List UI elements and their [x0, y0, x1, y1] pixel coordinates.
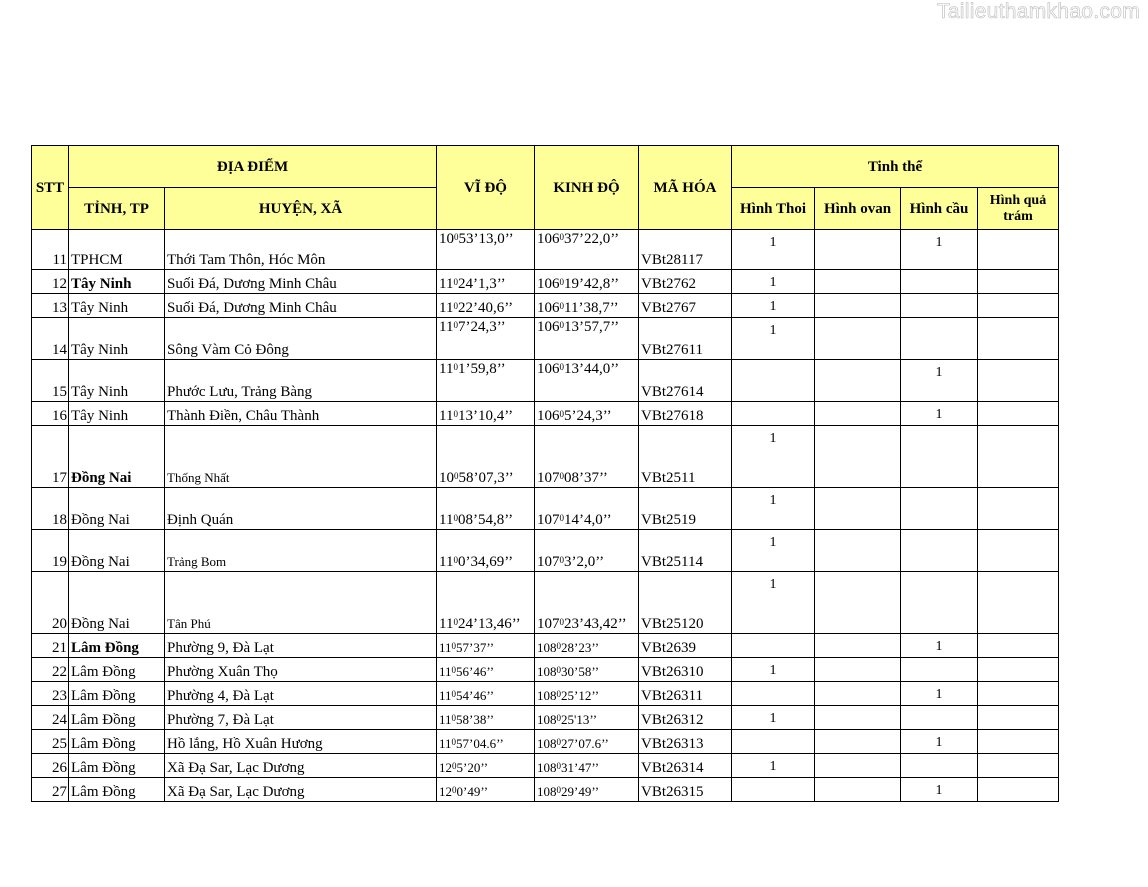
row-province: Đồng Nai	[69, 488, 165, 530]
row-hinh-cau: 1	[901, 778, 978, 802]
row-hinh-thoi: 1	[732, 530, 815, 572]
row-code: VBt28117	[639, 230, 732, 270]
row-hinh-cau	[901, 706, 978, 730]
row-district: Suối Đá, Dương Minh Châu	[165, 270, 437, 294]
header-hinh-ovan: Hình ovan	[815, 188, 901, 230]
row-stt: 19	[32, 530, 69, 572]
row-hinh-qua-tram	[978, 318, 1059, 360]
table-row	[32, 658, 1059, 682]
row-latitude: $12^00’49$’’	[437, 778, 535, 802]
row-hinh-ovan	[815, 730, 901, 754]
row-code: VBt27611	[639, 318, 732, 360]
row-latitude: $11^057’04.6$’’	[437, 730, 535, 754]
row-hinh-ovan	[815, 658, 901, 682]
row-hinh-thoi	[732, 634, 815, 658]
header-kinh-do: KINH ĐỘ	[535, 146, 639, 230]
row-code: VBt26313	[639, 730, 732, 754]
row-district: Thành Điền, Châu Thành	[165, 402, 437, 426]
watermark-text: Tailieuthamkhao.com	[937, 0, 1140, 23]
row-hinh-thoi: 1	[732, 270, 815, 294]
row-longitude: $106^037’22,0$’’	[535, 230, 639, 270]
table-row	[32, 754, 1059, 778]
row-latitude: $11^024’13,46$’’	[437, 572, 535, 634]
row-latitude: $10^053’13,0$’’	[437, 230, 535, 270]
row-code: VBt2767	[639, 294, 732, 318]
row-hinh-ovan	[815, 402, 901, 426]
row-province: Đồng Nai	[69, 572, 165, 634]
row-hinh-cau: 1	[901, 230, 978, 270]
row-hinh-ovan	[815, 706, 901, 730]
row-district: Sông Vàm Cỏ Đông	[165, 318, 437, 360]
header-vi-do: VĨ ĐỘ	[437, 146, 535, 230]
row-longitude: $106^013’44,0$’’	[535, 360, 639, 402]
row-hinh-ovan	[815, 488, 901, 530]
table-row	[32, 706, 1059, 730]
row-latitude: $11^008’54,8$’’	[437, 488, 535, 530]
table-row	[32, 230, 1059, 270]
row-hinh-thoi: 1	[732, 754, 815, 778]
row-hinh-qua-tram	[978, 658, 1059, 682]
row-hinh-cau	[901, 426, 978, 488]
row-province: Lâm Đồng	[69, 682, 165, 706]
row-hinh-thoi: 1	[732, 488, 815, 530]
row-province: Tây Ninh	[69, 294, 165, 318]
row-hinh-thoi	[732, 402, 815, 426]
table-row	[32, 778, 1059, 802]
row-province: Tây Ninh	[69, 402, 165, 426]
row-code: VBt26314	[639, 754, 732, 778]
row-province: TPHCM	[69, 230, 165, 270]
row-longitude: $106^05’24,3$’’	[535, 402, 639, 426]
row-code: VBt26310	[639, 658, 732, 682]
row-stt: 21	[32, 634, 69, 658]
row-latitude: $11^024’1,3$’’	[437, 270, 535, 294]
row-longitude: $108^029’49$’’	[535, 778, 639, 802]
row-hinh-ovan	[815, 572, 901, 634]
row-stt: 23	[32, 682, 69, 706]
row-hinh-qua-tram	[978, 360, 1059, 402]
row-hinh-qua-tram	[978, 730, 1059, 754]
row-stt: 13	[32, 294, 69, 318]
row-latitude: $11^054’46$’’	[437, 682, 535, 706]
row-hinh-cau: 1	[901, 360, 978, 402]
row-hinh-ovan	[815, 754, 901, 778]
row-hinh-ovan	[815, 230, 901, 270]
row-hinh-thoi: 1	[732, 706, 815, 730]
row-hinh-qua-tram	[978, 294, 1059, 318]
row-hinh-qua-tram	[978, 778, 1059, 802]
row-code: VBt25114	[639, 530, 732, 572]
header-stt: STT	[32, 146, 69, 230]
row-hinh-cau	[901, 754, 978, 778]
row-hinh-cau	[901, 318, 978, 360]
row-stt: 22	[32, 658, 69, 682]
table-row	[32, 318, 1059, 360]
row-province: Lâm Đồng	[69, 658, 165, 682]
row-district: Phường Xuân Thọ	[165, 658, 437, 682]
row-code: VBt27614	[639, 360, 732, 402]
row-hinh-cau: 1	[901, 402, 978, 426]
header-huyen-xa: HUYỆN, XÃ	[165, 188, 437, 230]
row-longitude: $107^023’43,42$’’	[535, 572, 639, 634]
row-province: Tây Ninh	[69, 270, 165, 294]
row-hinh-qua-tram	[978, 634, 1059, 658]
row-hinh-thoi	[732, 730, 815, 754]
row-code: VBt25120	[639, 572, 732, 634]
row-stt: 12	[32, 270, 69, 294]
header-dia-diem: ĐỊA ĐIỂM	[69, 146, 437, 188]
row-stt: 17	[32, 426, 69, 488]
row-longitude: $108^030’58$’’	[535, 658, 639, 682]
row-longitude: $106^011’38,7$’’	[535, 294, 639, 318]
row-hinh-qua-tram	[978, 230, 1059, 270]
row-longitude: $107^03’2,0$’’	[535, 530, 639, 572]
row-latitude: $11^07’24,3$’’	[437, 318, 535, 360]
row-hinh-ovan	[815, 426, 901, 488]
row-hinh-cau	[901, 658, 978, 682]
table-row	[32, 270, 1059, 294]
row-hinh-qua-tram	[978, 270, 1059, 294]
row-hinh-qua-tram	[978, 530, 1059, 572]
row-hinh-cau: 1	[901, 730, 978, 754]
table-row	[32, 360, 1059, 402]
row-hinh-ovan	[815, 778, 901, 802]
header-hinh-qua-tram: Hình quả trám	[978, 188, 1059, 230]
row-code: VBt26312	[639, 706, 732, 730]
row-hinh-thoi: 1	[732, 230, 815, 270]
row-district: Phường 7, Đà Lạt	[165, 706, 437, 730]
row-longitude: $107^008’37$’’	[535, 426, 639, 488]
row-district: Phường 9, Đà Lạt	[165, 634, 437, 658]
row-stt: 27	[32, 778, 69, 802]
row-hinh-cau: 1	[901, 634, 978, 658]
row-code: VBt26315	[639, 778, 732, 802]
table-row	[32, 682, 1059, 706]
row-hinh-thoi	[732, 778, 815, 802]
row-province: Lâm Đồng	[69, 754, 165, 778]
crystal-table	[31, 145, 1059, 802]
row-code: VBt2762	[639, 270, 732, 294]
row-hinh-qua-tram	[978, 572, 1059, 634]
row-stt: 20	[32, 572, 69, 634]
row-latitude: $11^057’37$’’	[437, 634, 535, 658]
row-stt: 11	[32, 230, 69, 270]
row-hinh-qua-tram	[978, 706, 1059, 730]
row-district: Xã Đạ Sar, Lạc Dương	[165, 754, 437, 778]
row-code: VBt2639	[639, 634, 732, 658]
row-district: Thống Nhất	[165, 426, 437, 488]
row-hinh-thoi	[732, 360, 815, 402]
header-hinh-thoi: Hình Thoi	[732, 188, 815, 230]
row-stt: 14	[32, 318, 69, 360]
table-row	[32, 402, 1059, 426]
table-row	[32, 426, 1059, 488]
header-tinh-tp: TỈNH, TP	[69, 188, 165, 230]
row-district: Tân Phú	[165, 572, 437, 634]
row-hinh-thoi: 1	[732, 426, 815, 488]
header-hinh-cau: Hình cầu	[901, 188, 978, 230]
row-longitude: $107^014’4,0$’’	[535, 488, 639, 530]
row-hinh-ovan	[815, 682, 901, 706]
row-district: Thới Tam Thôn, Hóc Môn	[165, 230, 437, 270]
row-latitude: $12^05’20$’’	[437, 754, 535, 778]
row-hinh-qua-tram	[978, 488, 1059, 530]
row-province: Lâm Đồng	[69, 778, 165, 802]
table-row	[32, 730, 1059, 754]
row-district: Trảng Bom	[165, 530, 437, 572]
row-province: Lâm Đồng	[69, 706, 165, 730]
table-row	[32, 572, 1059, 634]
row-code: VBt27618	[639, 402, 732, 426]
row-hinh-thoi	[732, 682, 815, 706]
row-hinh-ovan	[815, 360, 901, 402]
row-longitude: $108^025’12$’’	[535, 682, 639, 706]
row-district: Hồ lắng, Hồ Xuân Hương	[165, 730, 437, 754]
row-hinh-cau	[901, 294, 978, 318]
row-district: Suối Đá, Dương Minh Châu	[165, 294, 437, 318]
row-hinh-cau	[901, 530, 978, 572]
row-province: Tây Ninh	[69, 360, 165, 402]
row-latitude: $11^056’46$’’	[437, 658, 535, 682]
row-stt: 26	[32, 754, 69, 778]
row-stt: 25	[32, 730, 69, 754]
row-hinh-cau: 1	[901, 682, 978, 706]
row-code: VBt2519	[639, 488, 732, 530]
row-hinh-qua-tram	[978, 682, 1059, 706]
row-hinh-qua-tram	[978, 402, 1059, 426]
row-province: Lâm Đồng	[69, 730, 165, 754]
row-latitude: $11^058’38$’’	[437, 706, 535, 730]
row-latitude: $11^01’59,8$’’	[437, 360, 535, 402]
row-code: VBt26311	[639, 682, 732, 706]
row-latitude: $11^013’10,4$’’	[437, 402, 535, 426]
row-hinh-cau	[901, 488, 978, 530]
row-hinh-qua-tram	[978, 426, 1059, 488]
row-province: Tây Ninh	[69, 318, 165, 360]
table-row	[32, 530, 1059, 572]
row-hinh-ovan	[815, 634, 901, 658]
row-hinh-qua-tram	[978, 754, 1059, 778]
row-stt: 15	[32, 360, 69, 402]
row-longitude: $108^028’23$’’	[535, 634, 639, 658]
row-hinh-thoi: 1	[732, 294, 815, 318]
row-hinh-cau	[901, 270, 978, 294]
row-longitude: $108^025'13$’’	[535, 706, 639, 730]
row-code: VBt2511	[639, 426, 732, 488]
row-longitude: $106^013’57,7$’’	[535, 318, 639, 360]
row-latitude: $11^00’34,69$’’	[437, 530, 535, 572]
row-stt: 16	[32, 402, 69, 426]
header-tinh-the: Tinh thể	[732, 146, 1059, 188]
row-hinh-ovan	[815, 270, 901, 294]
row-hinh-thoi: 1	[732, 318, 815, 360]
row-longitude: $106^019’42,8$’’	[535, 270, 639, 294]
row-district: Xã Đạ Sar, Lạc Dương	[165, 778, 437, 802]
row-hinh-ovan	[815, 318, 901, 360]
row-hinh-thoi: 1	[732, 572, 815, 634]
row-district: Định Quán	[165, 488, 437, 530]
row-longitude: $108^027’07.6$’’	[535, 730, 639, 754]
row-hinh-ovan	[815, 530, 901, 572]
table-row	[32, 294, 1059, 318]
row-district: Phước Lưu, Trảng Bàng	[165, 360, 437, 402]
row-stt: 24	[32, 706, 69, 730]
row-longitude: $108^031’47$’’	[535, 754, 639, 778]
header-ma-hoa: MÃ HÓA	[639, 146, 732, 230]
row-latitude: $11^022’40,6$’’	[437, 294, 535, 318]
row-province: Lâm Đồng	[69, 634, 165, 658]
row-hinh-cau	[901, 572, 978, 634]
row-stt: 18	[32, 488, 69, 530]
table-row	[32, 488, 1059, 530]
row-province: Đồng Nai	[69, 426, 165, 488]
row-hinh-thoi: 1	[732, 658, 815, 682]
row-hinh-ovan	[815, 294, 901, 318]
row-province: Đồng Nai	[69, 530, 165, 572]
row-latitude: $10^058’07,3$’’	[437, 426, 535, 488]
table-row	[32, 634, 1059, 658]
row-district: Phường 4, Đà Lạt	[165, 682, 437, 706]
